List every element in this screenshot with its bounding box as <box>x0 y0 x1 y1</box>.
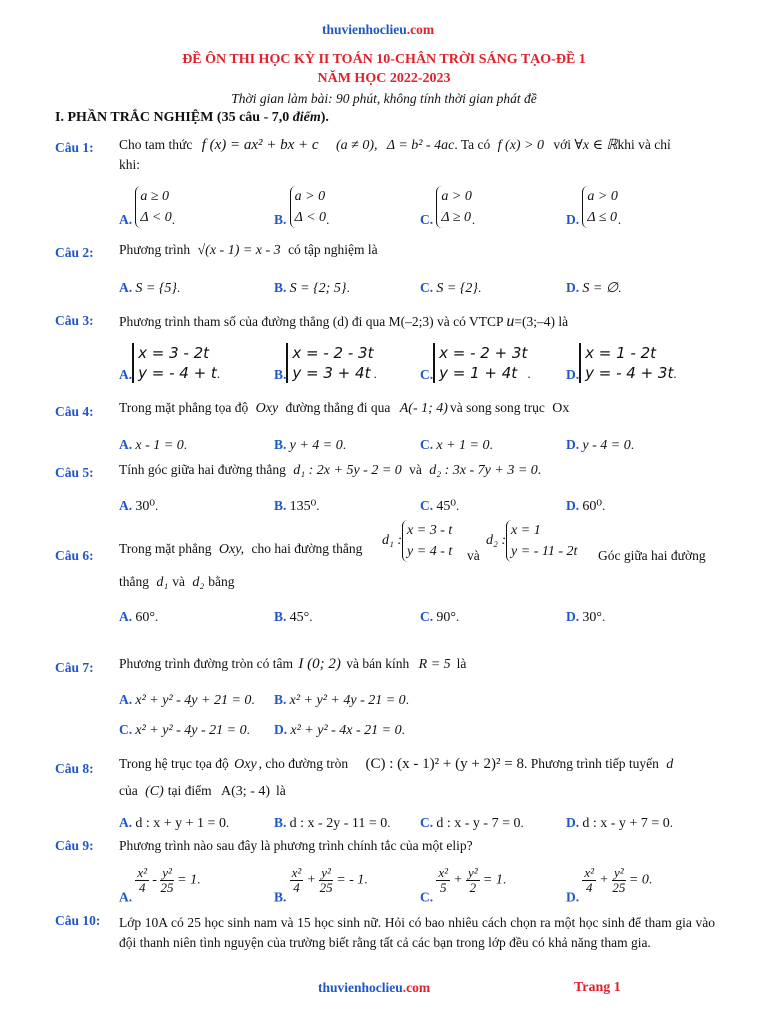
question-3-text: Phương trình tham số của đường thẳng (d) đi qua M(–2;3) và có VTCP u=(3;–4) là <box>119 313 569 330</box>
q7-option-b[interactable]: B. x² + y² + 4y - 21 = 0. <box>274 692 409 708</box>
q2-option-c[interactable]: C. S = {2}. <box>420 280 482 296</box>
page-number: Trang 1 <box>574 980 621 995</box>
q2-option-d[interactable]: D. S = ∅. <box>566 280 622 296</box>
question-5-label: Câu 5: <box>55 465 94 480</box>
q7-option-a[interactable]: A. x² + y² - 4y + 21 = 0. <box>119 692 255 708</box>
q6-option-d[interactable]: D. 30°. <box>566 609 606 625</box>
question-4-label: Câu 4: <box>55 404 94 419</box>
exam-title: ĐỀ ÔN THI HỌC KỲ II TOÁN 10-CHÂN TRỜI SÁNG TẠO-ĐỀ 1 <box>182 52 586 67</box>
site-header[interactable]: thuvienhoclieu.com <box>322 22 435 37</box>
question-8-text-cont: của (C) tại điểm A(3; - 4) là <box>119 783 286 799</box>
q2-option-b[interactable]: B. S = {2; 5}. <box>274 280 350 296</box>
q1-option-a[interactable]: A. a ≥ 0 Δ < 0. <box>119 186 175 228</box>
q3-option-d[interactable]: D.x = 1 - 2t y = - 4 + 3t. <box>566 344 677 382</box>
question-7-label: Câu 7: <box>55 660 94 675</box>
q6-option-a[interactable]: A. 60°. <box>119 609 159 625</box>
section-heading: I. PHẦN TRẮC NGHIỆM (35 câu - 7,0 điểm). <box>55 110 329 125</box>
question-1-text-cont: khi: <box>119 157 141 172</box>
q4-option-a[interactable]: A. x - 1 = 0. <box>119 437 187 453</box>
q6-line-d2: d₂ :x = 1 y = - 11 - 2t <box>486 520 577 562</box>
question-9-label: Câu 9: <box>55 838 94 853</box>
q7-option-d[interactable]: D. x² + y² - 4x - 21 = 0. <box>274 722 405 738</box>
q2-option-a[interactable]: A. S = {5}. <box>119 280 181 296</box>
q5-option-c[interactable]: C. 45⁰. <box>420 498 460 514</box>
q8-option-a[interactable]: A. d : x + y + 1 = 0. <box>119 815 230 831</box>
school-year: NĂM HỌC 2022-2023 <box>317 71 451 86</box>
q8-option-b[interactable]: B. d : x - 2y - 11 = 0. <box>274 815 391 831</box>
q5-option-d[interactable]: D. 60⁰. <box>566 498 606 514</box>
q6-line-d1: d₁ :x = 3 - t y = 4 - t <box>382 520 452 562</box>
q6-option-b[interactable]: B. 45°. <box>274 609 313 625</box>
question-1-label: Câu 1: <box>55 140 94 155</box>
question-1-text: Cho tam thức f (x) = ax² + bx + c (a ≠ 0), Δ = b² - 4ac. Ta có f (x) > 0 với ∀x ∈ ℝkhi và chỉ <box>119 137 671 153</box>
question-8-text: Trong hệ trục tọa độ Oxy , cho đường tròn (C) : (x - 1)² + (y + 2)² = 8. Phương trình tiếp tuyến d <box>119 756 674 772</box>
question-5-text: Tính góc giữa hai đường thẳng d₁ : 2x + 5y - 2 = 0 và d₂ : 3x - 7y + 3 = 0. <box>119 462 542 478</box>
q1-option-c[interactable]: C. a > 0 Δ ≥ 0. <box>420 186 475 228</box>
q3-option-a[interactable]: A.x = 3 - 2t y = - 4 + t. <box>119 344 221 382</box>
q4-option-d[interactable]: D. y - 4 = 0. <box>566 437 634 453</box>
site-footer[interactable]: thuvienhoclieu.com <box>318 980 431 995</box>
q1-option-b[interactable]: B. a > 0 Δ < 0. <box>274 186 329 228</box>
question-6-label: Câu 6: <box>55 548 94 563</box>
q1-option-d[interactable]: D. a > 0 Δ ≤ 0. <box>566 186 621 228</box>
q9-option-c[interactable]: C. $\frac{\text{x²}}{5}$ + $\frac{\text{y²}}{2}$ = 1. <box>420 865 507 905</box>
question-6-and: và <box>467 548 480 563</box>
q5-option-a[interactable]: A. 30⁰. <box>119 498 159 514</box>
q7-option-c[interactable]: C. x² + y² - 4y - 21 = 0. <box>119 722 250 738</box>
q9-option-a[interactable]: A. $\frac{\text{x²}}{4}$ - $\frac{\text{y²}}{25}$ = 1. <box>119 865 201 905</box>
q3-option-c[interactable]: C.x = - 2 + 3t y = 1 + 4t . <box>420 344 531 382</box>
question-2-text: Phương trình √(x - 1) = x - 3 có tập nghiệm là <box>119 242 378 258</box>
question-9-text: Phương trình nào sau đây là phương trình chính tắc của một elip? <box>119 838 473 853</box>
question-7-text: Phương trình đường tròn có tâm I (0; 2) và bán kính R = 5 là <box>119 656 467 672</box>
question-2-label: Câu 2: <box>55 245 94 260</box>
q4-option-b[interactable]: B. y + 4 = 0. <box>274 437 346 453</box>
question-3-label: Câu 3: <box>55 313 94 328</box>
q6-option-c[interactable]: C. 90°. <box>420 609 460 625</box>
q9-option-b[interactable]: B. $\frac{\text{x²}}{4}$ + $\frac{\text{y²}}{25}$ = - 1. <box>274 865 368 905</box>
question-6-text-tail: Góc giữa hai đường <box>598 548 706 563</box>
question-10-label: Câu 10: <box>55 913 101 928</box>
time-note: Thời gian làm bài: 90 phút, không tính thời gian phát đề <box>231 91 537 106</box>
question-10-text: Lớp 10A có 25 học sinh nam và 15 học sinh nữ. Hỏi có bao nhiêu cách chọn ra một học sinh để tham gia vào đội thanh niên tình nguyện của trường biết rằng tất cả các bạn trong lớp đều có khả năng tham gia. <box>119 915 715 950</box>
q9-option-d[interactable]: D. $\frac{\text{x²}}{4}$ + $\frac{\text{y²}}{25}$ = 0. <box>566 865 653 905</box>
q5-option-b[interactable]: B. 135⁰. <box>274 498 320 514</box>
question-6-text: Trong mặt phẳng Oxy, cho hai đường thẳng <box>119 541 363 557</box>
q3-option-b[interactable]: B.x = - 2 - 3t y = 3 + 4t . <box>274 344 377 382</box>
question-6-text-cont: thẳng d₁ và d₂ bằng <box>119 574 235 590</box>
q8-option-c[interactable]: C. d : x - y - 7 = 0. <box>420 815 524 831</box>
q4-option-c[interactable]: C. x + 1 = 0. <box>420 437 493 453</box>
question-8-label: Câu 8: <box>55 761 94 776</box>
q8-option-d[interactable]: D. d : x - y + 7 = 0. <box>566 815 673 831</box>
question-4-text: Trong mặt phẳng tọa độ Oxy đường thẳng đi qua A(- 1; 4) và song song trục Ox <box>119 400 570 416</box>
